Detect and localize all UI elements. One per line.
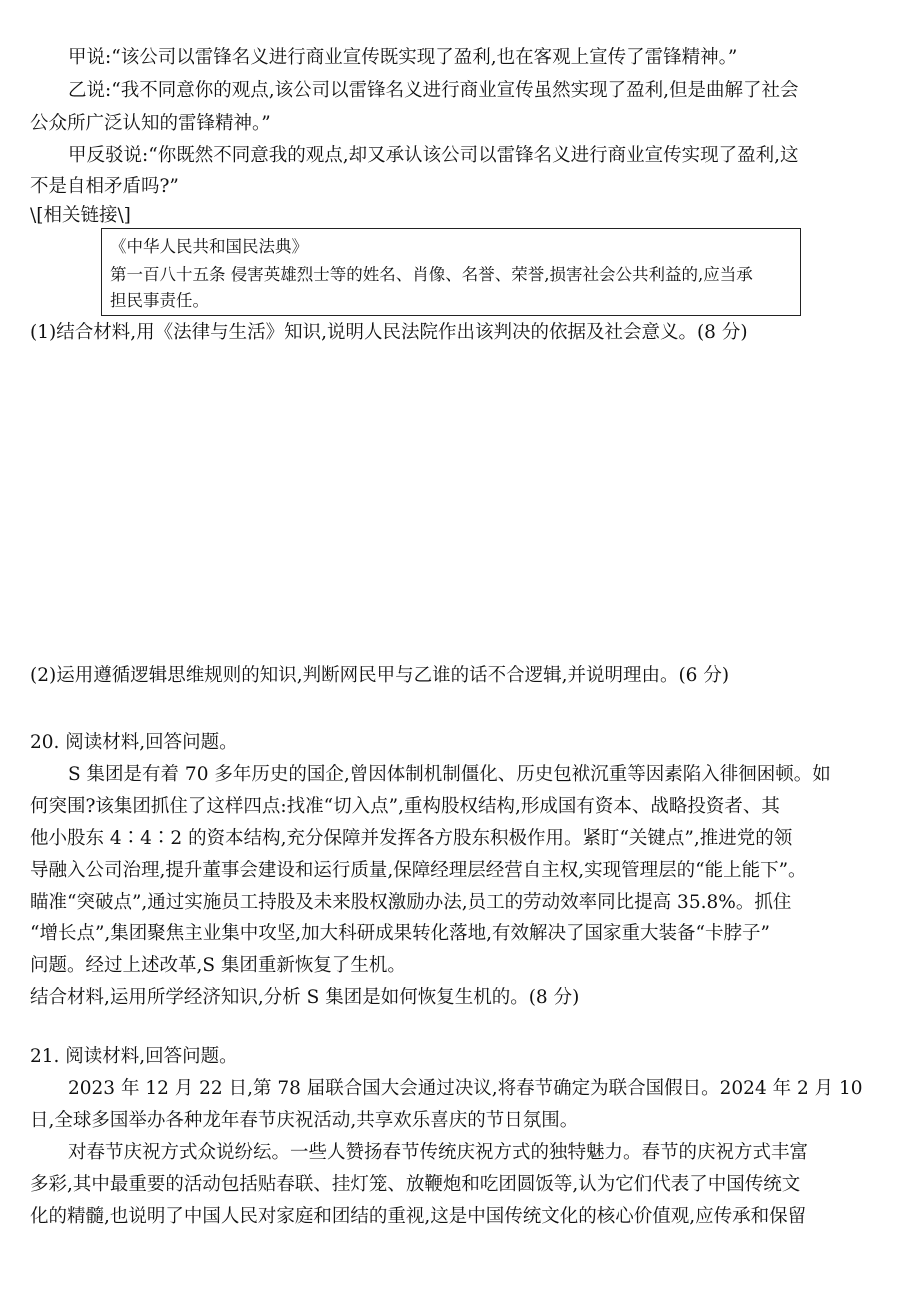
- question-20-paragraph-line3: 他小股东 4∶4∶2 的资本结构,充分保障并发挥各方股东积极作用。紧盯“关键点”,推进党的领: [30, 828, 793, 849]
- question-19-part1: (1)结合材料,用《法律与生活》知识,说明人民法院作出该判决的依据及社会意义。(8 分): [30, 322, 748, 343]
- question-20-paragraph-line4: 导融入公司治理,提升董事会建设和运行质量,保障经理层经营自主权,实现管理层的“能上能下”。: [30, 860, 807, 881]
- question-21-paragraph-line3: 对春节庆祝方式众说纷纭。一些人赞扬春节传统庆祝方式的独特魅力。春节的庆祝方式丰富: [68, 1142, 809, 1163]
- related-link-heading: \[相关链接\]: [30, 205, 131, 226]
- question-20-prompt: 结合材料,运用所学经济知识,分析 S 集团是如何恢复生机的。(8 分): [30, 987, 580, 1008]
- question-19-part2: (2)运用遵循逻辑思维规则的知识,判断网民甲与乙谁的话不合逻辑,并说明理由。(6 分): [30, 665, 730, 686]
- article-185-line2: 担民事责任。: [110, 291, 209, 310]
- article-185-line1: 第一百八十五条 侵害英雄烈士等的姓名、肖像、名誉、荣誉,损害社会公共利益的,应当承: [110, 265, 753, 284]
- question-20-paragraph-line5: 瞄准“突破点”,通过实施员工持股及未来股权激励办法,员工的劳动效率同比提高 35.8%。抓住: [30, 892, 792, 913]
- question-21-paragraph-line1: 2023 年 12 月 22 日,第 78 届联合国大会通过决议,将春节确定为联合国假日。2024 年 2 月 10: [68, 1078, 863, 1099]
- question-20-header: 20. 阅读材料,回答问题。: [30, 732, 238, 753]
- jia-rebuttal-line1: 甲反驳说:“你既然不同意我的观点,却又承认该公司以雷锋名义进行商业宣传实现了盈利,这: [68, 145, 799, 166]
- question-20-paragraph-line7: 问题。经过上述改革,S 集团重新恢复了生机。: [30, 955, 406, 976]
- question-21-paragraph-line4: 多彩,其中最重要的活动包括贴春联、挂灯笼、放鞭炮和吃团圆饭等,认为它们代表了中国传统文: [30, 1174, 801, 1195]
- question-20-paragraph-line1: S 集团是有着 70 多年历史的国企,曾因体制机制僵化、历史包袱沉重等因素陷入徘徊困顿。如: [68, 764, 831, 785]
- jia-rebuttal-line2: 不是自相矛盾吗?”: [30, 176, 179, 197]
- question-20-paragraph-line6: “增长点”,集团聚焦主业集中攻坚,加大科研成果转化落地,有效解决了国家重大装备“卡脖子”: [30, 923, 770, 944]
- civil-code-box: [101, 228, 801, 316]
- question-20-paragraph-line2: 何突围?该集团抓住了这样四点:找准“切入点”,重构股权结构,形成国有资本、战略投资者、其: [30, 796, 780, 817]
- yi-statement-line2: 公众所广泛认知的雷锋精神。”: [30, 113, 271, 134]
- jia-statement: 甲说:“该公司以雷锋名义进行商业宣传既实现了盈利,也在客观上宣传了雷锋精神。”: [68, 47, 738, 68]
- yi-statement-line1: 乙说:“我不同意你的观点,该公司以雷锋名义进行商业宣传虽然实现了盈利,但是曲解了社会: [68, 80, 799, 101]
- question-21-paragraph-line5: 化的精髓,也说明了中国人民对家庭和团结的重视,这是中国传统文化的核心价值观,应传承和保留: [30, 1206, 807, 1227]
- civil-code-title: 《中华人民共和国民法典》: [110, 237, 308, 256]
- question-21-header: 21. 阅读材料,回答问题。: [30, 1046, 238, 1067]
- question-21-paragraph-line2: 日,全球多国举办各种龙年春节庆祝活动,共享欢乐喜庆的节日氛围。: [30, 1110, 579, 1131]
